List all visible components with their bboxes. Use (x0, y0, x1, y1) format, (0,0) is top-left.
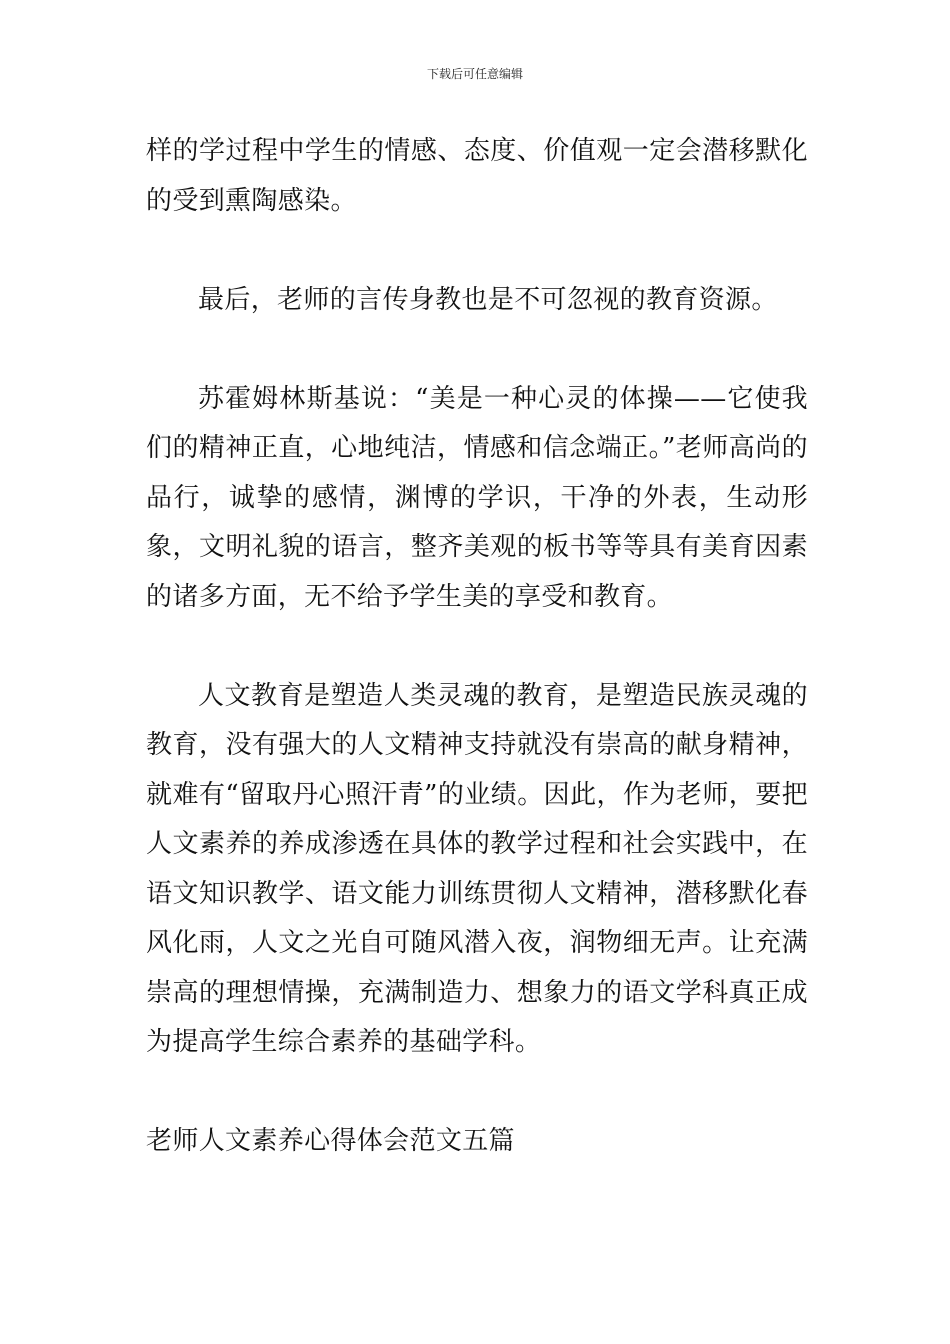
section-heading: 老师人文素养心得体会范文五篇 (146, 1126, 515, 1156)
paragraph-continuation: 样的学过程中学生的情感、态度、价值观一定会潜移默化的受到熏陶感染。 (146, 136, 808, 216)
document-body (146, 127, 808, 1167)
paragraph-humanistic-education: 人文教育是塑造人类灵魂的教育，是塑造民族灵魂的教育，没有强大的人文精神支持就没有崇高的献身精神，就难有“留取丹心照汗青”的业绩。因此，作为老师，要把人文素养的养成渗透在具体的教学过程和社会实践中，在语文知识教学、语文能力训练贯彻人文精神，潜移默化春风化雨，人文之光自可随风潜入夜，润物细无声。让充满崇高的理想情操，充满制造力、想象力的语文学科真正成为提高学生综合素养的基础学科。 (146, 680, 808, 1057)
paragraph-sukhomlinsky-quote: 苏霍姆林斯基说：“美是一种心灵的体操——它使我们的精神正直，心地纯洁，情感和信念端正。”老师高尚的品行，诚挚的感情，渊博的学识，干净的外表，生动形象，文明礼貌的语言，整齐美观的板书等等具有美育因素的诸多方面，无不给予学生美的享受和教育。 (146, 383, 808, 612)
page-header: 下载后可任意编辑 (426, 67, 523, 81)
paragraph-teacher-example: 最后，老师的言传身教也是不可忽视的教育资源。 (198, 284, 778, 315)
